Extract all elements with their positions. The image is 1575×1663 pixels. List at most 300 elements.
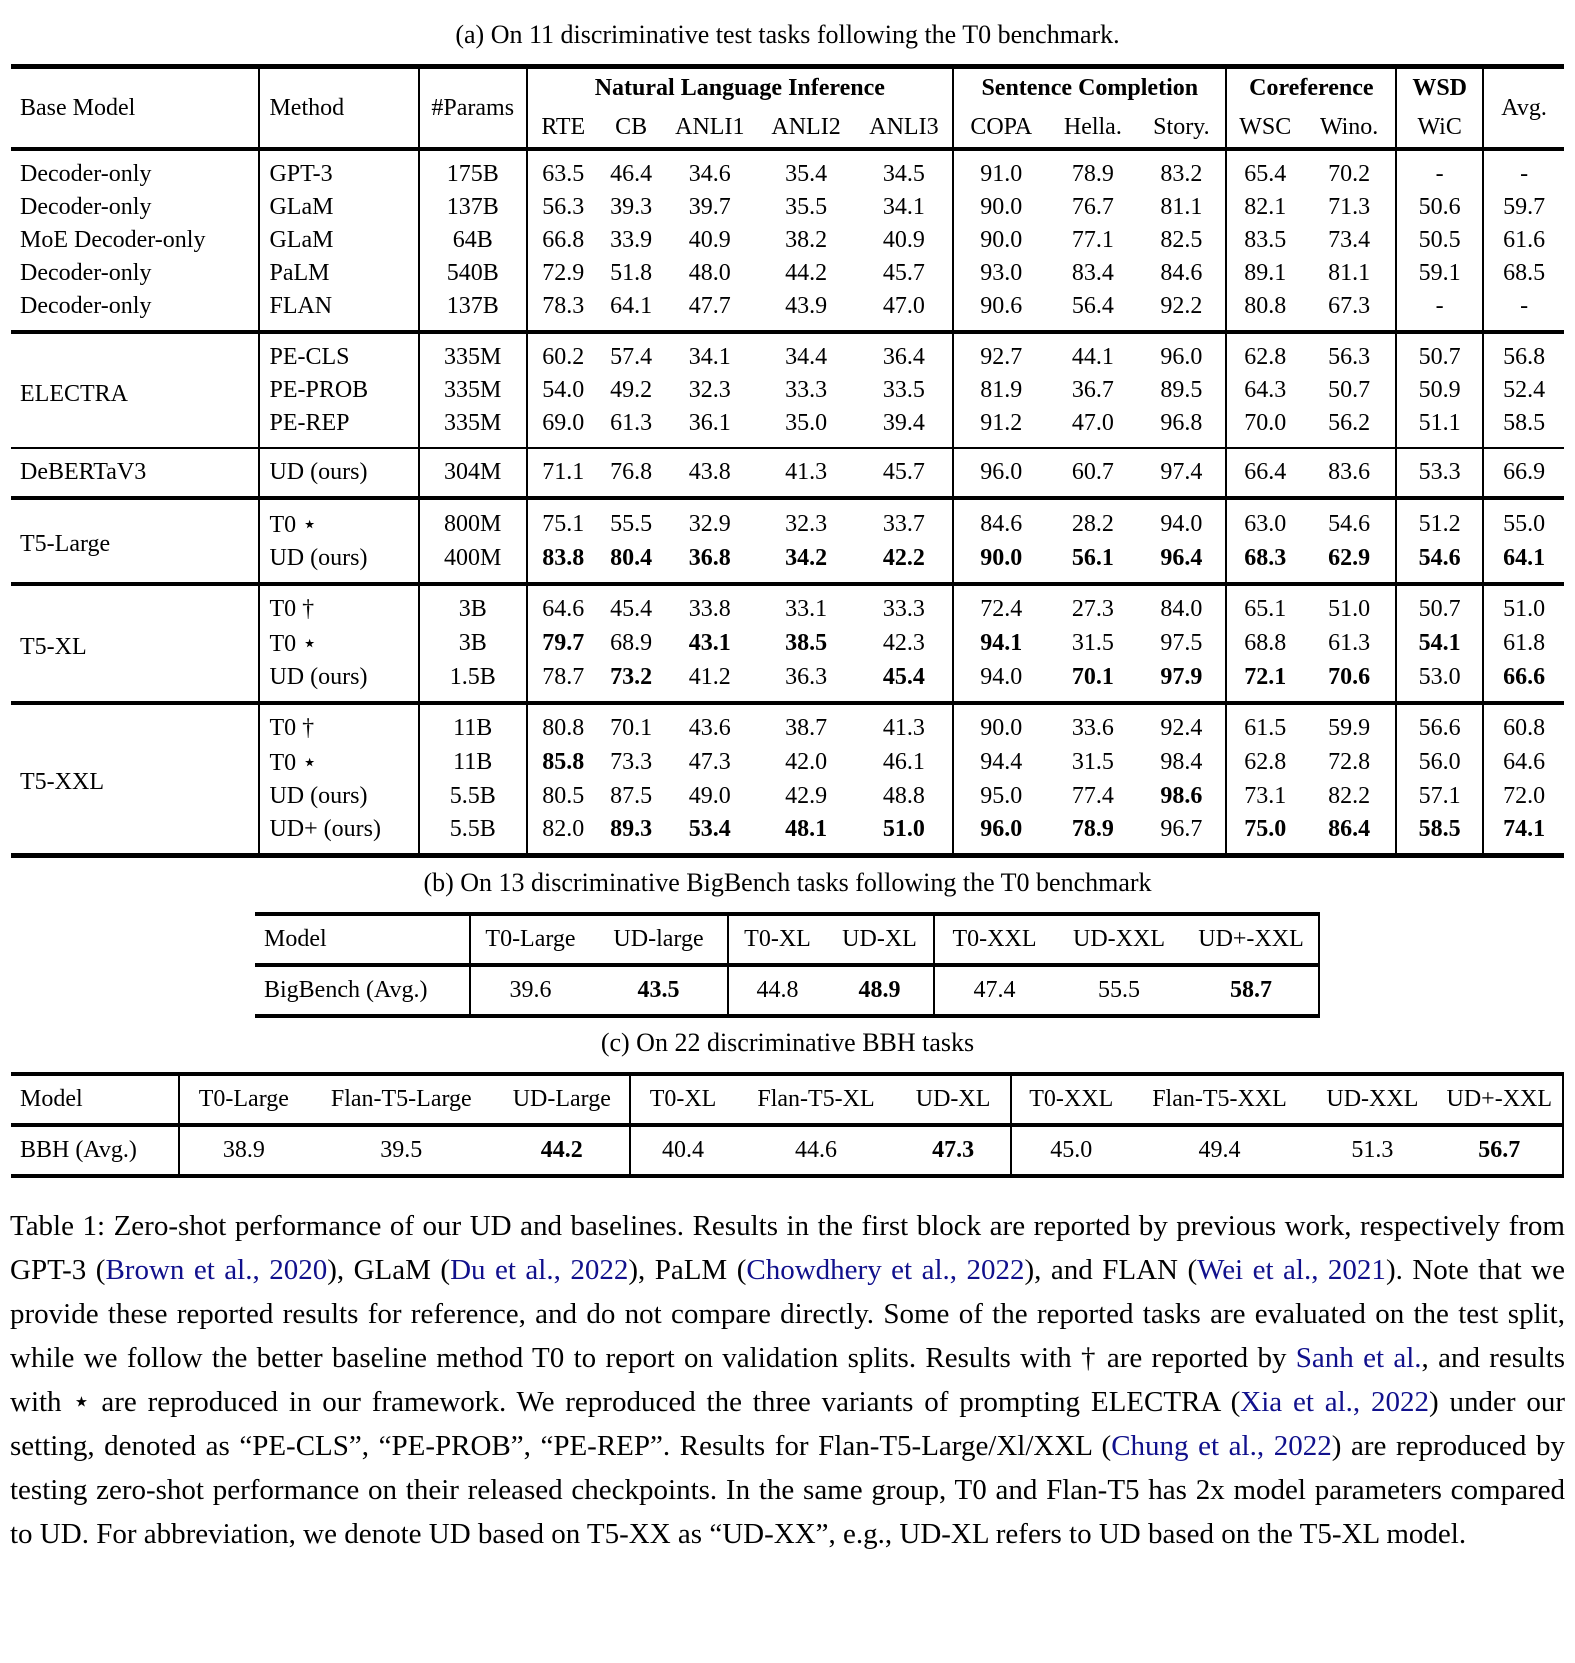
task-group-header: Coreference bbox=[1226, 67, 1396, 109]
score-cell: 55.0 bbox=[1503, 511, 1546, 537]
score-cell: 60.2 bbox=[542, 344, 585, 370]
score-cell: 89.3 bbox=[610, 816, 653, 842]
score-cell: 73.2 bbox=[610, 664, 653, 690]
score-cell: 61.3 bbox=[1303, 626, 1396, 661]
score-cell: 56.8 bbox=[1503, 344, 1546, 370]
score-cell: 27.3 bbox=[1071, 596, 1114, 622]
score-cell: 66.4 bbox=[1244, 459, 1287, 485]
column-header: Flan-T5-XXL bbox=[1152, 1086, 1287, 1112]
table-b-bigbench-results bbox=[255, 912, 1320, 1018]
table-row bbox=[11, 584, 1564, 626]
score-cell: 80.5 bbox=[542, 783, 585, 809]
score-cell: 33.3 bbox=[856, 584, 953, 626]
score-cell: 58.7 bbox=[1184, 965, 1319, 1016]
score-cell: 61.8 bbox=[1503, 630, 1546, 656]
score-cell: 32.3 bbox=[688, 377, 731, 403]
score-cell: 84.6 bbox=[980, 511, 1023, 537]
table-row bbox=[11, 332, 1564, 374]
method-cell: PE-PROB bbox=[259, 374, 418, 407]
params-cell: 304M bbox=[419, 448, 527, 498]
score-cell: 44.2 bbox=[785, 260, 828, 286]
score-cell: 49.4 bbox=[1198, 1137, 1241, 1163]
table-row bbox=[11, 498, 1564, 542]
column-header: ANLI2 bbox=[771, 114, 841, 140]
score-cell: 56.0 bbox=[1396, 745, 1483, 780]
score-cell: 45.4 bbox=[610, 596, 653, 622]
column-header: UD-XXL bbox=[1073, 926, 1165, 952]
score-cell: 76.7 bbox=[1071, 194, 1114, 220]
score-cell: 78.7 bbox=[542, 664, 585, 690]
score-cell: - bbox=[1520, 161, 1529, 187]
score-cell: 50.9 bbox=[1396, 374, 1483, 407]
score-cell: 38.5 bbox=[785, 630, 828, 656]
score-cell: 31.5 bbox=[1071, 749, 1114, 775]
score-cell: 69.0 bbox=[542, 410, 585, 436]
score-cell: 92.7 bbox=[980, 344, 1023, 370]
score-cell: 50.6 bbox=[1396, 191, 1483, 224]
model-block bbox=[11, 584, 1564, 703]
score-cell: 92.4 bbox=[1137, 703, 1226, 745]
score-cell: 50.7 bbox=[1303, 374, 1396, 407]
score-cell: 36.1 bbox=[688, 410, 731, 436]
score-cell: 48.8 bbox=[856, 780, 953, 813]
citation-link[interactable]: Chung et al., 2022 bbox=[1111, 1430, 1332, 1462]
score-cell: 61.6 bbox=[1503, 227, 1546, 253]
score-cell: 64.6 bbox=[542, 596, 585, 622]
score-cell: 70.6 bbox=[1303, 661, 1396, 703]
score-cell: 70.1 bbox=[1071, 664, 1114, 690]
score-cell: 65.1 bbox=[1244, 596, 1287, 622]
column-header: RTE bbox=[541, 114, 586, 140]
score-cell: 47.3 bbox=[897, 1125, 1011, 1176]
score-cell: 41.3 bbox=[856, 703, 953, 745]
column-header: T0-XL bbox=[744, 926, 811, 952]
score-cell: 33.9 bbox=[610, 227, 653, 253]
score-cell: 66.9 bbox=[1503, 459, 1546, 485]
task-group-header: WSD bbox=[1396, 67, 1483, 109]
row-label-cell: BigBench (Avg.) bbox=[255, 965, 470, 1016]
table-c-bbh-results bbox=[11, 1072, 1564, 1178]
score-cell: 40.9 bbox=[856, 224, 953, 257]
avg-header: Avg. bbox=[1501, 94, 1547, 121]
score-cell: 35.0 bbox=[785, 410, 828, 436]
score-cell: 85.8 bbox=[542, 749, 585, 775]
score-cell: 49.2 bbox=[610, 377, 653, 403]
score-cell: 36.8 bbox=[688, 545, 731, 571]
column-header: UD-XL bbox=[897, 1074, 1011, 1125]
score-cell: 66.8 bbox=[542, 227, 585, 253]
citation-link[interactable]: Wei et al., 2021 bbox=[1197, 1254, 1386, 1286]
method-cell: UD (ours) bbox=[259, 780, 418, 813]
params-cell: 11B bbox=[419, 703, 527, 745]
params-cell: 335M bbox=[419, 332, 527, 374]
base-model-header: Base Model bbox=[11, 67, 259, 150]
score-cell: 48.0 bbox=[688, 260, 731, 286]
citation-link[interactable]: Chowdhery et al., 2022 bbox=[746, 1254, 1025, 1286]
column-header: T0-Large bbox=[198, 1086, 289, 1112]
caption-text: ) are reproduced by testing zero-shot performance on their released checkpoints. In the same group, T0 and Flan-T5 has 2x model parameters compared to UD. For abbreviation, we denote UD based on T5-XX as “UD-XX”, e.g., UD-XL refers to UD based on the T5-XL model. bbox=[10, 1430, 1565, 1550]
score-cell: 39.3 bbox=[610, 194, 653, 220]
score-cell: 39.6 bbox=[509, 977, 552, 1003]
score-cell: 38.9 bbox=[222, 1137, 265, 1163]
column-header: Flan-T5-Large bbox=[330, 1086, 472, 1112]
caption-text: Table 1: Zero-shot performance of our UD and baselines. Results in the first block are reported by previous work, respectively from GPT-3 ( bbox=[10, 1210, 1565, 1286]
score-cell: 82.2 bbox=[1303, 780, 1396, 813]
params-cell: 64B bbox=[419, 224, 527, 257]
header-row-groups bbox=[11, 67, 1564, 109]
base-model-cell: Decoder-only bbox=[11, 290, 259, 332]
score-cell: 51.0 bbox=[1503, 596, 1546, 622]
model-block bbox=[11, 149, 1564, 332]
score-cell: 58.5 bbox=[1503, 410, 1546, 436]
params-header: #Params bbox=[419, 67, 527, 150]
column-header: UD-large bbox=[590, 914, 728, 965]
subtable-a-caption: (a) On 11 discriminative test tasks following the T0 benchmark. bbox=[455, 20, 1120, 49]
citation-link[interactable]: Sanh et al. bbox=[1295, 1342, 1422, 1374]
column-header: T0-Large bbox=[485, 926, 576, 952]
column-header: Hella. bbox=[1063, 114, 1122, 140]
column-header: T0-XL bbox=[649, 1086, 717, 1112]
score-cell: 50.5 bbox=[1396, 224, 1483, 257]
score-cell: 51.1 bbox=[1396, 407, 1483, 448]
row-label-cell: BBH (Avg.) bbox=[11, 1125, 179, 1176]
score-cell: 66.6 bbox=[1503, 664, 1546, 690]
base-model-cell: T5-Large bbox=[11, 498, 259, 584]
column-header: UD-Large bbox=[495, 1074, 630, 1125]
score-cell: 81.1 bbox=[1303, 257, 1396, 290]
score-cell: 47.4 bbox=[973, 977, 1016, 1003]
result-block bbox=[255, 965, 1319, 1016]
score-cell: 28.2 bbox=[1071, 511, 1114, 537]
model-block bbox=[11, 703, 1564, 856]
params-cell: 335M bbox=[419, 407, 527, 448]
citation-link[interactable]: Du et al., 2022 bbox=[450, 1254, 629, 1286]
score-cell: 68.8 bbox=[1244, 630, 1287, 656]
task-group-header: Sentence Completion bbox=[953, 67, 1226, 109]
table-c-header bbox=[11, 1074, 1563, 1125]
base-model-cell: Decoder-only bbox=[11, 191, 259, 224]
score-cell: 97.5 bbox=[1137, 626, 1226, 661]
score-cell: 34.1 bbox=[856, 191, 953, 224]
score-cell: 49.0 bbox=[688, 783, 731, 809]
caption-text: ) under our setting, denoted as “PE-CLS”, “PE-PROB”, “PE-REP”. Results for Flan-T5-Large/Xl/XXL ( bbox=[10, 1386, 1566, 1462]
score-cell: 50.7 bbox=[1396, 584, 1483, 626]
score-cell: 32.9 bbox=[688, 511, 731, 537]
score-cell: 36.7 bbox=[1071, 377, 1114, 403]
score-cell: 56.2 bbox=[1303, 407, 1396, 448]
score-cell: 84.6 bbox=[1137, 257, 1226, 290]
column-header: UD+-XXL bbox=[1184, 914, 1319, 965]
score-cell: 39.7 bbox=[688, 194, 731, 220]
score-cell: 96.8 bbox=[1137, 407, 1226, 448]
score-cell: 33.8 bbox=[688, 596, 731, 622]
score-cell: 75.0 bbox=[1244, 816, 1287, 842]
score-cell: 64.1 bbox=[610, 293, 653, 319]
score-cell: 70.1 bbox=[610, 715, 653, 741]
score-cell: 43.6 bbox=[688, 715, 731, 741]
score-cell: 77.1 bbox=[1071, 227, 1114, 253]
score-cell: 83.8 bbox=[542, 545, 585, 571]
method-cell: T0 † bbox=[259, 584, 418, 626]
score-cell: 62.8 bbox=[1244, 749, 1287, 775]
score-cell: 48.9 bbox=[826, 965, 934, 1016]
table-row bbox=[11, 224, 1564, 257]
score-cell: 74.1 bbox=[1503, 816, 1546, 842]
method-cell: PE-REP bbox=[259, 407, 418, 448]
score-cell: 71.1 bbox=[542, 459, 585, 485]
score-cell: 78.3 bbox=[542, 293, 585, 319]
score-cell: 40.4 bbox=[662, 1137, 705, 1163]
method-cell: GLaM bbox=[259, 191, 418, 224]
score-cell: 96.7 bbox=[1137, 813, 1226, 856]
column-header: WSC bbox=[1239, 114, 1292, 140]
score-cell: 34.5 bbox=[856, 149, 953, 191]
score-cell: 31.5 bbox=[1071, 630, 1114, 656]
score-cell: 68.3 bbox=[1244, 545, 1287, 571]
base-model-cell: Decoder-only bbox=[11, 149, 259, 191]
score-cell: 81.1 bbox=[1137, 191, 1226, 224]
score-cell: 78.9 bbox=[1071, 816, 1114, 842]
score-cell: 90.6 bbox=[980, 293, 1023, 319]
score-cell: 80.8 bbox=[542, 715, 585, 741]
score-cell: 92.2 bbox=[1137, 290, 1226, 332]
column-header: Story. bbox=[1137, 108, 1226, 149]
score-cell: 33.1 bbox=[785, 596, 828, 622]
base-model-cell: T5-XL bbox=[11, 584, 259, 703]
model-header: Model bbox=[11, 1074, 179, 1125]
params-cell: 137B bbox=[419, 290, 527, 332]
score-cell: 59.7 bbox=[1503, 194, 1546, 220]
caption-text: ), and FLAN ( bbox=[1024, 1254, 1198, 1286]
score-cell: 61.5 bbox=[1244, 715, 1287, 741]
score-cell: 40.9 bbox=[688, 227, 731, 253]
score-cell: - bbox=[1396, 290, 1483, 332]
score-cell: 41.3 bbox=[785, 459, 828, 485]
score-cell: 73.3 bbox=[610, 749, 653, 775]
caption-text: ), PaLM ( bbox=[628, 1254, 747, 1286]
score-cell: 58.5 bbox=[1396, 813, 1483, 856]
score-cell: 55.5 bbox=[1098, 977, 1140, 1003]
score-cell: 82.0 bbox=[542, 816, 585, 842]
score-cell: 34.6 bbox=[688, 161, 731, 187]
table-row bbox=[11, 149, 1564, 191]
score-cell: 38.2 bbox=[785, 227, 828, 253]
score-cell: 80.4 bbox=[610, 545, 653, 571]
score-cell: 82.1 bbox=[1244, 194, 1287, 220]
table-row bbox=[255, 965, 1319, 1016]
score-cell: 39.4 bbox=[856, 407, 953, 448]
score-cell: 34.2 bbox=[785, 545, 828, 571]
score-cell: 51.2 bbox=[1396, 498, 1483, 542]
method-cell: T0 ⋆ bbox=[259, 745, 418, 780]
score-cell: 87.5 bbox=[610, 783, 653, 809]
caption-text: ). Note that we provide these reported results for reference, and do not compare directly. Some of the reported tasks are evaluated on the test split, while we follow the better baseline method T0 to report on validation splits. Results with † are reported by bbox=[10, 1254, 1565, 1374]
score-cell: 43.1 bbox=[688, 630, 731, 656]
score-cell: 45.7 bbox=[856, 257, 953, 290]
score-cell: 52.4 bbox=[1503, 377, 1546, 403]
score-cell: 84.0 bbox=[1137, 584, 1226, 626]
params-cell: 11B bbox=[419, 745, 527, 780]
score-cell: 65.4 bbox=[1244, 161, 1287, 187]
score-cell: 94.0 bbox=[1137, 498, 1226, 542]
score-cell: - bbox=[1396, 149, 1483, 191]
score-cell: 60.8 bbox=[1503, 715, 1546, 741]
params-cell: 3B bbox=[419, 626, 527, 661]
column-header: UD-XXL bbox=[1326, 1086, 1419, 1112]
score-cell: 60.7 bbox=[1071, 459, 1114, 485]
score-cell: 68.5 bbox=[1503, 260, 1546, 286]
score-cell: 72.4 bbox=[980, 596, 1023, 622]
score-cell: 93.0 bbox=[980, 260, 1023, 286]
column-header: UD-XL bbox=[826, 914, 934, 965]
score-cell: 54.1 bbox=[1396, 626, 1483, 661]
citation-link[interactable]: Brown et al., 2020 bbox=[105, 1254, 328, 1286]
method-cell: GPT-3 bbox=[259, 149, 418, 191]
score-cell: 79.7 bbox=[542, 630, 585, 656]
score-cell: 90.0 bbox=[980, 194, 1023, 220]
score-cell: 56.7 bbox=[1437, 1125, 1563, 1176]
score-cell: 95.0 bbox=[980, 783, 1023, 809]
score-cell: 82.5 bbox=[1137, 224, 1226, 257]
score-cell: 90.0 bbox=[980, 715, 1023, 741]
score-cell: 53.3 bbox=[1396, 448, 1483, 498]
score-cell: 70.0 bbox=[1244, 410, 1287, 436]
score-cell: 54.6 bbox=[1396, 542, 1483, 584]
column-header: T0-XXL bbox=[952, 926, 1037, 952]
score-cell: 83.5 bbox=[1244, 227, 1287, 253]
score-cell: 76.8 bbox=[610, 459, 653, 485]
table-row bbox=[11, 1125, 1563, 1176]
score-cell: 96.4 bbox=[1137, 542, 1226, 584]
score-cell: 83.4 bbox=[1071, 260, 1114, 286]
method-cell: T0 ⋆ bbox=[259, 498, 418, 542]
params-cell: 137B bbox=[419, 191, 527, 224]
params-cell: 540B bbox=[419, 257, 527, 290]
score-cell: 36.3 bbox=[785, 664, 828, 690]
score-cell: 47.3 bbox=[688, 749, 731, 775]
score-cell: 47.7 bbox=[688, 293, 731, 319]
score-cell: 42.9 bbox=[785, 783, 828, 809]
citation-link[interactable]: Xia et al., 2022 bbox=[1240, 1386, 1429, 1418]
score-cell: 59.9 bbox=[1303, 703, 1396, 745]
score-cell: 56.1 bbox=[1071, 545, 1114, 571]
score-cell: 42.3 bbox=[856, 626, 953, 661]
score-cell: 48.1 bbox=[785, 816, 828, 842]
score-cell: 70.2 bbox=[1303, 149, 1396, 191]
header-row bbox=[11, 1074, 1563, 1125]
score-cell: 44.6 bbox=[795, 1137, 837, 1163]
score-cell: 96.0 bbox=[1137, 332, 1226, 374]
column-header: ANLI3 bbox=[856, 108, 953, 149]
result-block bbox=[11, 1125, 1563, 1176]
params-cell: 175B bbox=[419, 149, 527, 191]
score-cell: - bbox=[1520, 293, 1529, 319]
score-cell: 98.4 bbox=[1137, 745, 1226, 780]
score-cell: 53.4 bbox=[688, 816, 731, 842]
score-cell: 33.3 bbox=[785, 377, 828, 403]
table-a-header bbox=[11, 67, 1564, 150]
score-cell: 53.0 bbox=[1396, 661, 1483, 703]
header-row bbox=[255, 914, 1319, 965]
score-cell: 86.4 bbox=[1303, 813, 1396, 856]
score-cell: 35.5 bbox=[785, 194, 828, 220]
table-caption bbox=[10, 1204, 1565, 1556]
table-a-benchmark-results bbox=[11, 64, 1564, 858]
model-block bbox=[11, 448, 1564, 498]
params-cell: 800M bbox=[419, 498, 527, 542]
method-cell: T0 ⋆ bbox=[259, 626, 418, 661]
table-row bbox=[11, 191, 1564, 224]
score-cell: 63.0 bbox=[1244, 511, 1287, 537]
base-model-cell: MoE Decoder-only bbox=[11, 224, 259, 257]
score-cell: 67.3 bbox=[1303, 290, 1396, 332]
score-cell: 96.0 bbox=[980, 816, 1023, 842]
score-cell: 56.3 bbox=[542, 194, 585, 220]
score-cell: 35.4 bbox=[785, 161, 828, 187]
score-cell: 36.4 bbox=[856, 332, 953, 374]
score-cell: 41.2 bbox=[688, 664, 731, 690]
score-cell: 64.6 bbox=[1503, 749, 1546, 775]
score-cell: 34.1 bbox=[688, 344, 731, 370]
score-cell: 83.6 bbox=[1303, 448, 1396, 498]
model-header: Model bbox=[255, 914, 470, 965]
method-header: Method bbox=[259, 67, 418, 150]
score-cell: 32.3 bbox=[785, 511, 828, 537]
score-cell: 47.0 bbox=[1071, 410, 1114, 436]
score-cell: 72.1 bbox=[1244, 664, 1287, 690]
score-cell: 91.0 bbox=[980, 161, 1023, 187]
score-cell: 42.2 bbox=[856, 542, 953, 584]
subtable-b-caption: (b) On 13 discriminative BigBench tasks following the T0 benchmark bbox=[423, 868, 1152, 897]
score-cell: 89.5 bbox=[1137, 374, 1226, 407]
score-cell: 96.0 bbox=[980, 459, 1023, 485]
score-cell: 56.4 bbox=[1071, 293, 1114, 319]
table-row bbox=[11, 703, 1564, 745]
score-cell: 64.1 bbox=[1503, 545, 1546, 571]
column-header: T0-XXL bbox=[1029, 1086, 1114, 1112]
model-block bbox=[11, 498, 1564, 584]
score-cell: 68.9 bbox=[610, 630, 653, 656]
score-cell: 51.3 bbox=[1351, 1137, 1394, 1163]
score-cell: 63.5 bbox=[542, 161, 585, 187]
score-cell: 43.5 bbox=[590, 965, 728, 1016]
params-cell: 5.5B bbox=[419, 780, 527, 813]
column-header: Wino. bbox=[1303, 108, 1396, 149]
score-cell: 44.1 bbox=[1071, 344, 1114, 370]
column-header: CB bbox=[615, 114, 648, 140]
score-cell: 90.0 bbox=[980, 227, 1023, 253]
score-cell: 78.9 bbox=[1071, 161, 1114, 187]
score-cell: 45.0 bbox=[1050, 1137, 1093, 1163]
base-model-cell: ELECTRA bbox=[11, 332, 259, 448]
score-cell: 75.1 bbox=[542, 511, 585, 537]
score-cell: 44.2 bbox=[495, 1125, 630, 1176]
column-header: WiC bbox=[1396, 108, 1483, 149]
score-cell: 97.4 bbox=[1137, 448, 1226, 498]
task-group-header: Natural Language Inference bbox=[527, 67, 954, 109]
score-cell: 38.7 bbox=[785, 715, 828, 741]
score-cell: 59.1 bbox=[1396, 257, 1483, 290]
params-cell: 1.5B bbox=[419, 661, 527, 703]
score-cell: 94.1 bbox=[980, 630, 1023, 656]
score-cell: 57.1 bbox=[1396, 780, 1483, 813]
base-model-cell: Decoder-only bbox=[11, 257, 259, 290]
column-header: COPA bbox=[970, 114, 1033, 140]
caption-text: , and results with ⋆ are reproduced in our framework. We reproduced the three variants of prompting ELECTRA ( bbox=[10, 1342, 1565, 1418]
score-cell: 33.5 bbox=[856, 374, 953, 407]
method-cell: FLAN bbox=[259, 290, 418, 332]
score-cell: 39.5 bbox=[380, 1137, 423, 1163]
